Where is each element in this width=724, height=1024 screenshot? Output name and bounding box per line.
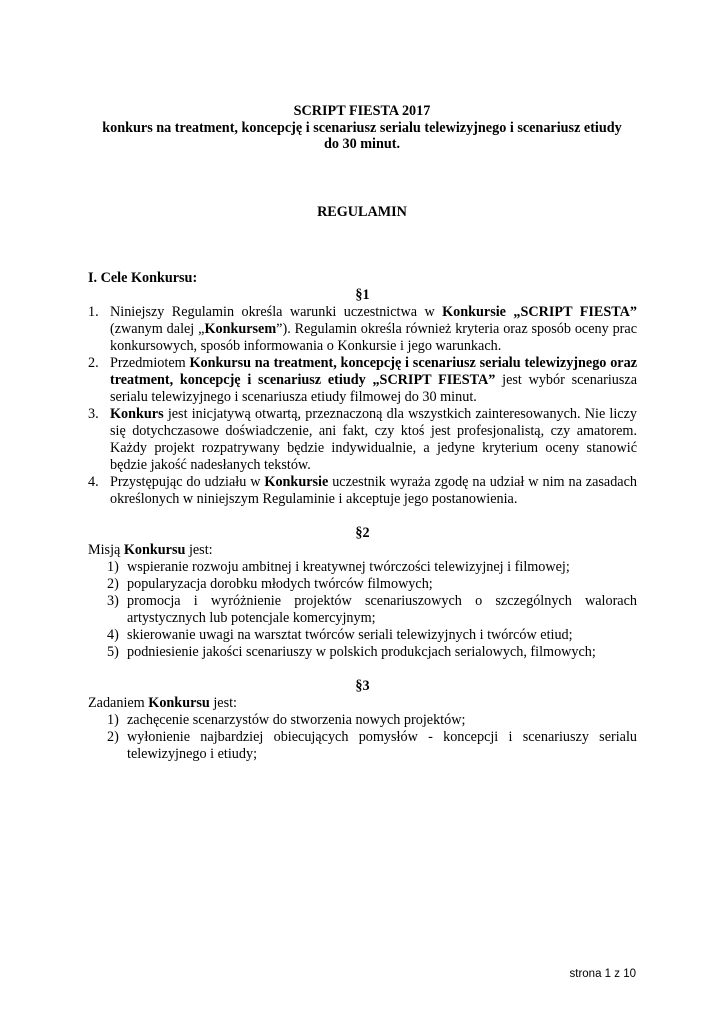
section3-list: [88, 712, 637, 763]
text-run: jest wybór scenariusza serialu telewizyjnego i scenariusza etiudy filmowej do 30 minut.: [110, 372, 637, 405]
text-run: jest:: [185, 542, 213, 558]
text-run: Przystępując do udziału w: [110, 474, 265, 490]
list-item-number: 5): [107, 644, 119, 660]
regulamin-heading: REGULAMIN: [317, 204, 407, 220]
title-line-1: SCRIPT FIESTA 2017: [293, 103, 431, 119]
text-run: Niniejszy Regulamin określa warunki uczestnictwa w: [110, 304, 443, 320]
document-body: [88, 270, 637, 763]
list-item: [88, 729, 637, 763]
paragraph-mark-2: §2: [355, 525, 370, 541]
section3-intro: [88, 695, 637, 712]
list-item: [88, 593, 637, 627]
section1-list: [88, 304, 637, 508]
list-item: [88, 627, 637, 644]
list-item: [88, 712, 637, 729]
title-line-2: konkurs na treatment, koncepcję i scenariusz serialu telewizyjnego i scenariusz etiudy: [102, 119, 622, 136]
paragraph-mark-1: §1: [355, 287, 370, 303]
list-item: [88, 576, 637, 593]
list-item-number: 3): [107, 593, 119, 609]
list-item-text: skierowanie uwagi na warsztat twórców seriali telewizyjnych i twórców etiud;: [127, 627, 573, 643]
page-number: strona 1 z 10: [569, 968, 636, 980]
bold-run: Konkursu: [148, 695, 210, 711]
bold-run: Konkurs: [110, 406, 164, 422]
list-item-number: 4): [107, 627, 119, 643]
text-run: Przedmiotem: [110, 355, 190, 371]
text-run: jest inicjatywą otwartą, przeznaczoną dla wszystkich zainteresowanych. Nie liczy się dotychczasowe doświadczenie, ani fakt, czy ktoś jest profesjonalistą, czy amatorem. Każdy projekt rozpatrywany będzie indywidualnie, a jedyne kryterium oceny stanowić będzie jakość nadesłanych tekstów.: [110, 406, 637, 473]
text-run: Zadaniem: [88, 695, 149, 711]
bold-run: Konkursu: [123, 542, 186, 558]
list-item-number: 1): [107, 712, 119, 728]
bold-run: Konkursie: [264, 474, 329, 490]
section2-list: [88, 559, 637, 661]
list-item-text: wspieranie rozwoju ambitnej i kreatywnej twórczości telewizyjnej i filmowej;: [127, 559, 570, 575]
bold-run: Konkursem: [204, 321, 277, 337]
list-item-number: 4.: [88, 474, 99, 490]
bold-run: Konkursu na treatment, koncepcję i scenariusz serialu telewizyjnego oraz treatment, koncepcję i scenariusz etiudy „SCRIPT FIESTA”: [110, 355, 637, 388]
list-item: [88, 474, 637, 508]
list-item-number: 3.: [88, 406, 99, 422]
bold-run: Konkursie „SCRIPT FIESTA”: [442, 304, 637, 320]
document-title: [88, 103, 636, 153]
paragraph-mark-3: §3: [355, 678, 370, 694]
section2-intro: [88, 542, 637, 559]
list-item-text: popularyzacja dorobku młodych twórców filmowych;: [127, 576, 433, 592]
list-item-number: 2): [107, 729, 119, 745]
list-item: [88, 304, 637, 355]
list-item-text: podniesienie jakości scenariuszy w polskich produkcjach serialowych, filmowych;: [127, 644, 596, 660]
list-item: [88, 355, 637, 406]
list-item-number: 1): [107, 559, 119, 575]
list-item-number: 2): [107, 576, 119, 592]
text-run: uczestnik wyraża zgodę na udział w nim na zasadach określonych w niniejszym Regulaminie i akceptuje jego postanowienia.: [110, 474, 637, 507]
list-item-text: zachęcenie scenarzystów do stworzenia nowych projektów;: [127, 712, 466, 728]
list-item: [88, 644, 637, 661]
text-run: ”). Regulamin określa również kryteria oraz sposób oceny prac konkursowych, sposób informowania o Konkursie i jego warunkach.: [110, 321, 637, 354]
list-item-number: 1.: [88, 304, 99, 320]
title-line-3: do 30 minut.: [323, 136, 401, 152]
text-run: Misją: [88, 542, 124, 558]
list-item-text: wyłonienie najbardziej obiecujących pomysłów - koncepcji i scenariuszy serialu telewizyjnego i etiudy;: [127, 729, 637, 762]
text-run: jest:: [209, 695, 237, 711]
section-heading: I. Cele Konkursu:: [88, 270, 198, 286]
list-item: [88, 406, 637, 474]
list-item-text: promocja i wyróżnienie projektów scenariuszowych o szczególnych walorach artystycznych lub potencjale komercyjnym;: [127, 593, 637, 626]
text-run: (zwanym dalej „: [110, 321, 205, 337]
list-item: [88, 559, 637, 576]
list-item-number: 2.: [88, 355, 99, 371]
